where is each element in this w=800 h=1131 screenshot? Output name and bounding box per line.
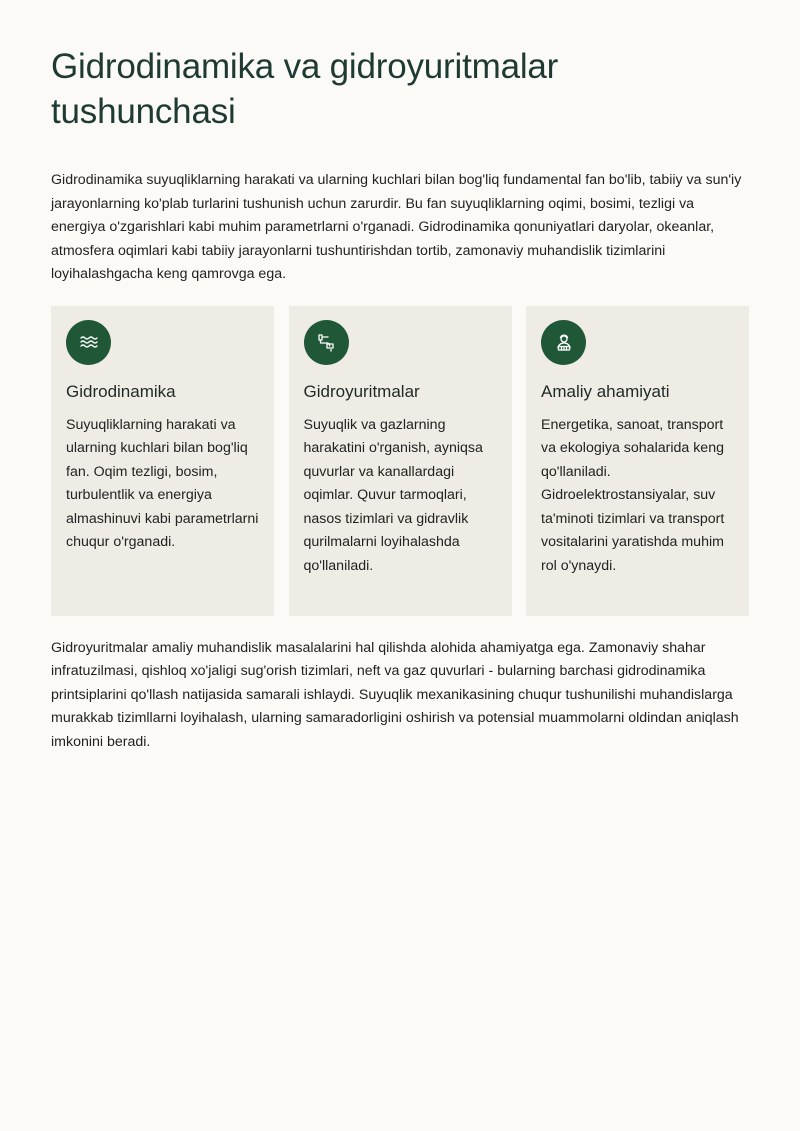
- card-gidrodinamika: [51, 306, 274, 616]
- page-title: Gidrodinamika va gidroyuritmalar tushunchasi: [51, 47, 559, 131]
- card-title: Gidrodinamika: [66, 381, 176, 401]
- intro-paragraph: Gidrodinamika suyuqliklarning harakati va ularning kuchlari bilan bog'liq fundamental fan bo'lib, tabiiy va sun'iy jarayonlarning ko'plab turlarini tushunish uchun zarurdir. Bu fan suyuqliklarning oqimi, bosimi, tezligi va energiya o'zgarishlari kabi muhim parametrlarni o'rganadi. Gidrodinamika qonuniyatlari daryolar, okeanlar, atmosfera oqimlari kabi tabiiy jarayonlarni tushuntirishdan tortib, zamonaviy muhandislik tizimlarini loyihalashgacha keng qamrovga ega.: [51, 172, 742, 282]
- card-title: Gidroyuritmalar: [303, 381, 420, 401]
- card-title: Amaliy ahamiyati: [541, 381, 670, 401]
- conclusion-paragraph: Gidroyuritmalar amaliy muhandislik masalalarini hal qilishda alohida ahamiyatga ega. Zamonaviy shahar infratuzilmasi, qishloq xo'jaligi sug'orish tizimlari, neft va gaz quvurlari - bularning barchasi gidrodinamika printsiplarini qo'llash natijasida samarali ishlaydi. Suyuqlik mexanikasining chuqur tushunilishi muhandislarga murakkab tizimllarni loyihalash, ularning samaradorligini oshirish va potensial muammolarni oldindan aniqlash imkonini beradi.: [51, 639, 739, 750]
- engineer-icon: [541, 320, 586, 365]
- card-text: Suyuqlik va gazlarning harakatini o'rganish, ayniqsa quvurlar va kanallardagi oqimlar. Quvur tarmoqlari, nasos tizimlari va gidravlik qurilmalarni loyihalashda qo'llaniladi.: [303, 416, 483, 574]
- faucet-icon: [304, 320, 349, 365]
- card-text: Suyuqliklarning harakati va ularning kuchlari bilan bog'liq fan. Oqim tezligi, bosim, turbulentlik va energiya almashinuvi kabi parametrlarni chuqur o'rganadi.: [66, 416, 259, 550]
- feature-cards: [51, 306, 749, 616]
- waves-icon: [66, 320, 111, 365]
- card-amaliy-ahamiyati: [526, 306, 749, 616]
- card-text: Energetika, sanoat, transport va ekologiya sohalarida keng qo'llaniladi. Gidroelektrostansiyalar, suv ta'minoti tizimlari va transport vositalarini yaratishda muhim rol o'ynaydi.: [541, 416, 725, 574]
- card-gidroyuritmalar: [289, 306, 512, 616]
